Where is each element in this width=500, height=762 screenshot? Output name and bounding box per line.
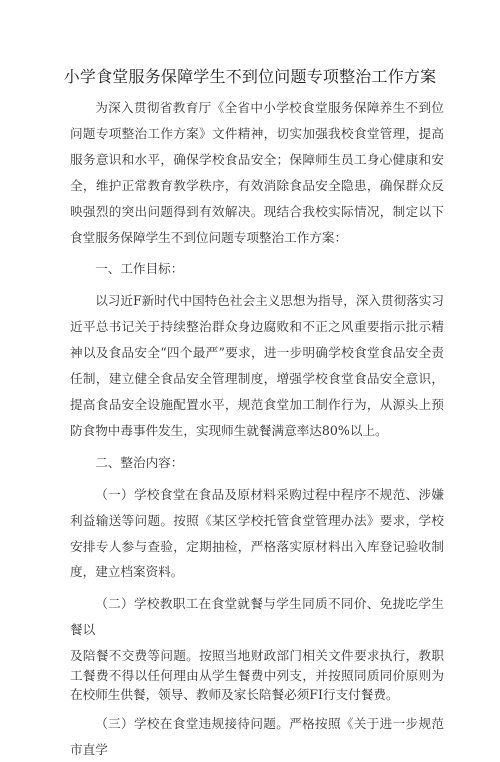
section-1-heading: 一、工作目标：	[95, 261, 184, 277]
document-title: 小学食堂服务保障学生不到位问题专项整治工作方案	[63, 67, 437, 86]
intro-paragraph: 为深入贯彻省教育厅《全省中小学校食堂服务保障养生不到位问题专项整治工作方案》文件精神，切实加强我校食堂管理，提高服务意识和水平，确保学校食品安全；保障师生员工身心健康和安全，维护正常教育教学秩序，有效消除食品安全隐患，确保群众反映强烈的突出问题得到有效解决。现结合我校实际情况，制定以下食堂服务保障学生不到位问题专项整治工作方案：	[70, 100, 444, 245]
section-2-item-2-body: 及陪餐不交费等问题。按照当地财政部门相关文件要求执行，教职工餐费不得以任何理由从学生餐费中列支，并按照同质同价原则为在校师生供餐，领导、教师及家长陪餐必须FI行支付餐费。	[70, 648, 444, 703]
document-body	[70, 95, 444, 762]
section-1-paragraph: 以习近F新时代中国特色社会主义思想为指导，深入贯彻落实习近平总书记关于持续整治群众身边腐败和不正之风重要指示批示精神以及食品安全“四个最严”要求，进一步明确学校食堂食品安全责任制，建立健全食品安全管理制度，增强学校食堂食品安全意识，提高食品安全设施配置水平，规范食堂加工制作行为，从源头上预防食物中毒事件发生，实现师生就餐满意率达80%以上。	[70, 293, 444, 438]
section-2-item-2-head: （二）学校教职工在食堂就餐与学生同质不同价、免拢吃学生餐以	[70, 596, 444, 638]
section-2-item-3: （三）学校在食堂违规接待问题。严格按照《关于进一步规范市直学	[70, 715, 444, 757]
section-2-item-1: （一）学校食堂在食品及原材料采购过程中程序不规范、涉嫌利益输送等问题。按照《某区学校托管食堂管理办法》要求，学校安排专人参与查验，定期抽检，严格落实原材料出入库登记验收制度，建立档案资料。	[70, 486, 444, 580]
section-2-heading: 二、整治内容：	[95, 454, 184, 470]
